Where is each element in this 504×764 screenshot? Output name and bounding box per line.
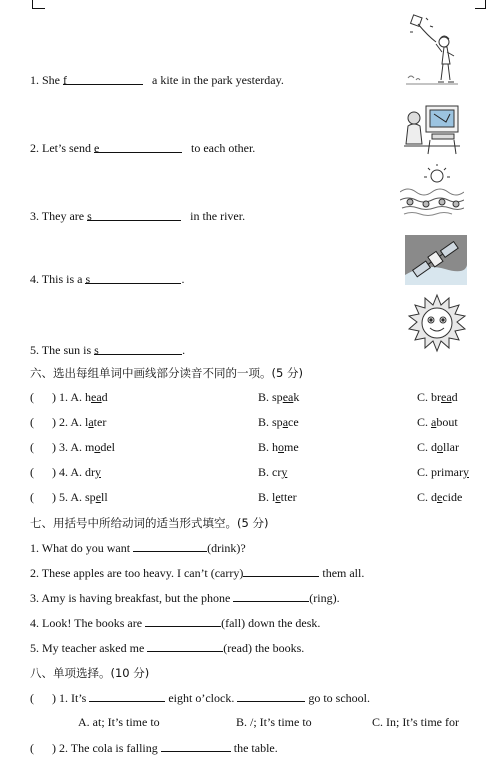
- s6-row-1-left: ( ) 1. A. head: [30, 390, 108, 404]
- fill-item-2: 2. Let’s send e to each other.: [30, 141, 256, 155]
- page-corner-mark-right: [475, 0, 486, 9]
- s7-item-2: 2. These apples are too heavy. I can’t (carry) them all.: [30, 566, 365, 580]
- s8-q1-option-c: C. In; It’s time for: [372, 715, 459, 729]
- page-corner-mark-left: [32, 0, 45, 9]
- s6-row-2-c: C. about: [417, 415, 458, 429]
- s6-row-3-c: C. dollar: [417, 440, 460, 454]
- s6-row-1-c: C. bread: [417, 390, 458, 404]
- section6-title: 六、选出每组单词中画线部分读音不同的一项。(5 分): [30, 366, 303, 380]
- s6-row-3-left: ( ) 3. A. model: [30, 440, 116, 454]
- s8-question-2: ( ) 2. The cola is falling the table.: [30, 741, 278, 755]
- s8-q1-option-a: A. at; It’s time to: [78, 715, 160, 729]
- s6-row-5-left: ( ) 5. A. spell: [30, 490, 108, 504]
- s6-row-4-c: C. primary: [417, 465, 469, 479]
- s7-item-1: 1. What do you want (drink)?: [30, 541, 246, 555]
- kite-girl-picture: [404, 12, 460, 88]
- s8-q1-option-b: B. /; It’s time to: [236, 715, 312, 729]
- s7-item-3: 3. Amy is having breakfast, but the phone (ring).: [30, 591, 340, 605]
- s6-row-1-b: B. speak: [258, 390, 300, 404]
- fill-item-3: 3. They are s in the river.: [30, 209, 246, 223]
- computer-email-picture: [402, 100, 462, 156]
- fill-item-1: 1. She f a kite in the park yesterday.: [30, 73, 284, 87]
- s6-row-4-left: ( ) 4. A. dry: [30, 465, 101, 479]
- s7-item-4: 4. Look! The books are (fall) down the desk.: [30, 616, 321, 630]
- s6-row-5-b: B. letter: [258, 490, 297, 504]
- s6-row-2-b: B. space: [258, 415, 299, 429]
- s6-row-2-left: ( ) 2. A. later: [30, 415, 107, 429]
- section7-title: 七、用括号中所给动词的适当形式填空。(5 分): [30, 516, 269, 530]
- sun-picture: [406, 293, 468, 355]
- satellite-picture: [405, 235, 467, 285]
- s8-question-1: ( ) 1. It’s eight o’clock. go to school.: [30, 691, 370, 705]
- fill-item-5: 5. The sun is s .: [30, 343, 186, 357]
- s6-row-5-c: C. decide: [417, 490, 463, 504]
- s6-row-4-b: B. cry: [258, 465, 288, 479]
- s7-item-5: 5. My teacher asked me (read) the books.: [30, 641, 305, 655]
- section8-title: 八、单项选择。(10 分): [30, 666, 150, 680]
- fill-item-4: 4. This is a s .: [30, 272, 185, 286]
- swimming-picture: [400, 164, 464, 220]
- s6-row-3-b: B. home: [258, 440, 299, 454]
